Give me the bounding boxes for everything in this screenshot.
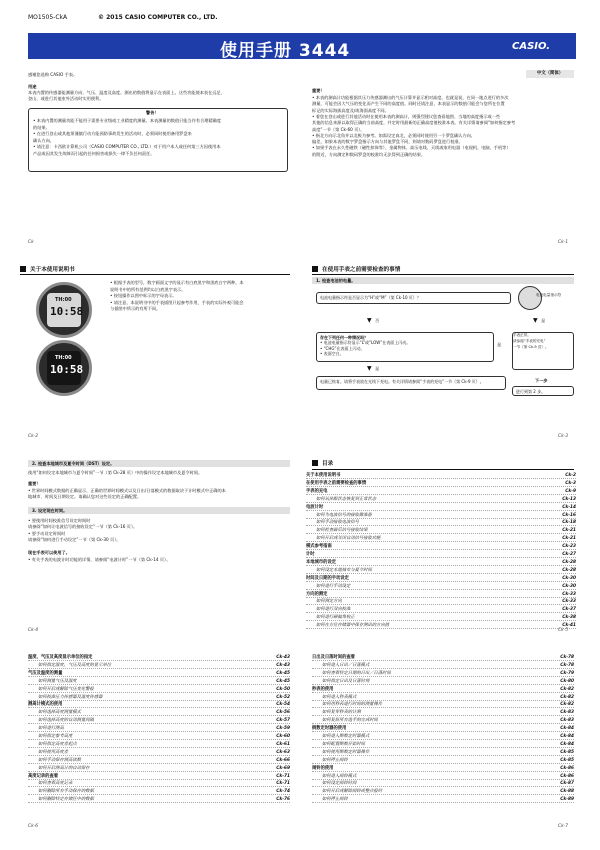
toc-page: Ck-89 (560, 797, 574, 803)
toc-label: 如何停止闹铃 (322, 797, 348, 803)
toc-row[interactable] (28, 678, 290, 685)
divider (312, 274, 574, 275)
ready-text: • 有关手表的电波计时功能的详情，请参阅“电波计时”一节（第 Ck-14 页）。 (28, 557, 171, 562)
text-line: 请参阅“如何让电波信号的接收设定”一节（第 Ck-16 页）。 (28, 524, 138, 530)
toc-label: 测高计模式的使用 (28, 702, 63, 708)
toc-row[interactable] (28, 773, 290, 780)
toc-page: Ck-54 (276, 702, 290, 708)
toc-page: Ck-84 (560, 734, 574, 739)
toc-page: Ck-45 (276, 678, 290, 684)
toc-page: Ck-57 (276, 718, 290, 724)
toc-label: 手表的充电 (306, 488, 328, 494)
battery-indicator-label: 电池电量指示符 (536, 293, 562, 297)
watch-time: 10:58 (50, 363, 84, 376)
toc-row[interactable] (312, 654, 574, 661)
toc-page: Ck-69 (276, 765, 290, 771)
toc-page: Ck-71 (276, 773, 290, 779)
toc-label: 如何停止闹铃 (322, 757, 348, 763)
toc-row[interactable] (306, 622, 576, 629)
toc-row[interactable] (306, 472, 576, 479)
toc-label: 温度、气压及高度显示单位的指定 (28, 655, 93, 660)
toc-row[interactable] (306, 535, 576, 542)
toc-label: 如何进入日出／日落模式 (322, 662, 370, 668)
page-number: Ck-2 (28, 434, 38, 439)
toc-page: Ck-82 (560, 702, 574, 708)
toc-label: 气压及温度的测量 (28, 670, 63, 676)
check-step-2: 2. 检查本地城市及夏令时间（DST）设定。 (28, 460, 290, 467)
toc-label: 模式参考指南 (306, 544, 332, 550)
text-line: • 要使用时间校准信号设定时间时 (28, 518, 91, 523)
toc-label: 如何指定高度差起点 (38, 741, 77, 747)
toc-row[interactable] (312, 662, 574, 669)
toc-row[interactable] (28, 654, 290, 661)
toc-label: 高度记录的查看 (28, 773, 59, 779)
check2-important-title: 重要！ (28, 481, 41, 486)
toc-page: Ck-74 (276, 789, 290, 795)
text-line: • 根据手表的型号，数字画面文字的显示有白底黑字和黑底白字两种。本 (110, 280, 244, 285)
toc-page: Ck-37 (562, 607, 576, 613)
toc-row[interactable] (306, 512, 576, 519)
section-marker (20, 266, 26, 272)
toc-row[interactable] (28, 741, 290, 748)
check-title (312, 265, 400, 273)
use-title: 用途 (28, 84, 37, 89)
toc-label: 时间及日期的手动设定 (306, 575, 349, 581)
toc-label: 如何使用倒数定时器操作 (322, 749, 370, 755)
text-line: 其他的信息来源以取得正确的当前高度，并定时用最新的正确高度值校准本表。有关详情请参阅“如何指定参考 (312, 120, 516, 126)
toc-page: Ck-28 (562, 559, 576, 565)
toc-page: Ck-82 (560, 686, 574, 692)
toc-page: Ck-85 (560, 749, 574, 755)
toc-row[interactable] (306, 559, 576, 566)
toc-row[interactable] (312, 686, 574, 693)
copyright: © 2015 CASIO COMPUTER CO., LTD. (98, 14, 218, 21)
toc-page: Ck-63 (276, 749, 290, 755)
toc-row[interactable] (306, 614, 576, 621)
section-marker (312, 460, 318, 466)
toc-row[interactable] (28, 709, 290, 716)
toc-row[interactable] (306, 551, 576, 558)
toc-page: Ck-30 (562, 575, 576, 581)
flow-recovered: 电量已恢复。请将手表放在光线下充电。有关详情请参阅“手表的充电”一节（第 Ck-9 页）。 (316, 376, 506, 390)
text-line: • 如果手表在永久性磁铁（磁性扣饰等）、金属物体、高压电线、天线或家用电器（电视机、电脑、手机等） (312, 145, 511, 151)
toc-label: 如何查看高度记录 (38, 781, 73, 787)
toc-page: Ck-21 (562, 536, 576, 542)
toc-row[interactable] (312, 678, 574, 685)
toc-page: Ck-43 (276, 662, 290, 668)
section-marker (312, 266, 318, 272)
arrow-down-icon: ▼ (367, 365, 372, 372)
watch-illustration-light (36, 282, 92, 338)
toc-row[interactable] (28, 670, 290, 677)
toc-label: 电波计时 (306, 504, 324, 510)
toc-label: 如何在方位存储器中保存测出的方向值 (316, 623, 390, 629)
text-line: 的结果。 (33, 124, 50, 130)
toc-label: 如何开启测高计的自动保存 (38, 765, 90, 771)
toc-row[interactable] (306, 543, 576, 550)
toc-label: 如何配置倒数开始时间 (322, 741, 365, 747)
page-number: Ck-3 (558, 434, 568, 439)
toc-page: Ck-23 (562, 544, 576, 550)
toc-page: Ck-52 (276, 694, 290, 700)
toc-page: Ck-88 (560, 789, 574, 795)
toc-row[interactable] (312, 765, 574, 772)
toc-label: 闹铃的使用 (312, 765, 334, 771)
text-line: 与插图中所示的有所不同。 (110, 306, 161, 311)
check-step-1: 1. 检查电池的电量。 (312, 277, 574, 284)
toc-label: 如何进入秒表模式 (322, 694, 357, 700)
text-line: 测量，可能会因大气压的变化而产生不同的高度值。同时还请注意，本表显示的数值可能会与您所在位置 (312, 101, 505, 107)
text-line: • “CHG”在表面上闪动。 (320, 345, 365, 351)
toc-row[interactable] (306, 591, 576, 598)
text-line: • 指北方向示北角并以北极为参考。如需设定真北，必须同时使用另一个罗盘确认方向。 (312, 132, 475, 138)
toc-row[interactable] (306, 488, 576, 495)
toc-page: Ck-84 (560, 726, 574, 732)
toc-page: Ck-3 (565, 480, 576, 486)
toc-page: Ck-41 (562, 623, 576, 629)
toc-row[interactable] (312, 773, 574, 780)
toc-row[interactable] (312, 670, 574, 677)
divider (20, 274, 290, 275)
toc-page: Ck-30 (562, 583, 576, 589)
text-line: • 请注意：卡西欧计算机公司（CASIO COMPUTER CO., LTD.）对于用户本人或任何第三方因使用本 (33, 144, 221, 149)
text-line: • 请注意，本说明书中的手表插图只起参考作用，手表的实际外观可能会 (110, 299, 244, 305)
flow-yes-label: 是 (375, 366, 380, 371)
flow-question-2-title: 存在下列任何一种情况吗？ (320, 335, 368, 340)
toc-row[interactable] (28, 780, 290, 787)
text-line: • 按钮操作以图中标示的字母表示。 (110, 293, 177, 298)
text-line: • 表面空白。 (320, 351, 344, 357)
page-number: Ck-7 (558, 824, 568, 829)
toc-label: 如何进入闹铃模式 (322, 773, 357, 779)
toc-row[interactable] (312, 717, 574, 724)
flow-yes-label: 是 (497, 342, 502, 347)
toc-row[interactable] (28, 757, 290, 764)
text-line: • 本表内置的测量功能不能用于需要专业级或工业精度的测量。本表测量的数值只能当作有合理精确度 (33, 118, 222, 123)
flow-ok-box (512, 332, 574, 370)
toc-label: 关于本使用说明书 (306, 473, 341, 478)
toc-label: 倒数定时器的使用 (312, 726, 347, 732)
text-line: 请参阅“手表的充电” (513, 339, 546, 343)
toc-row[interactable] (306, 519, 576, 526)
toc-page: Ck-59 (276, 726, 290, 732)
text-line: 手表正常。 (513, 333, 531, 337)
next-step-box: 进行到第 2 步。 (512, 386, 574, 396)
text-line: • 着您在登山或进行其他活动时在使用本表的测高计，则强烈建议您查看地图、当地的高度指示或一些 (312, 113, 501, 119)
text-line: • 电池电量指示符显示“L”或“LOW”在表面上闪动。 (320, 340, 411, 346)
toc-row[interactable] (312, 757, 574, 764)
toc-label: 如何选择高度测量模式 (38, 710, 81, 716)
toc-row[interactable] (312, 701, 574, 708)
toc-page: Ck-33 (562, 591, 576, 597)
battery-indicator-icon (518, 286, 542, 310)
toc-page: Ck-56 (276, 710, 290, 716)
toc-page: Ck-84 (560, 741, 574, 747)
text-line: 登山、或进行其他室外活动时实用便利。 (28, 96, 104, 101)
toc-page: Ck-78 (560, 662, 574, 668)
flow-yes-label: 是 (541, 318, 546, 323)
about-title (20, 265, 75, 273)
toc-row[interactable] (312, 796, 574, 803)
toc-label: 如何开启或解除闹铃或整点报时 (322, 789, 383, 795)
toc-label: 如何手动接收电波信号 (316, 520, 359, 526)
flow-no-label: 否 (375, 318, 380, 323)
warning-title: 警告！ (146, 110, 159, 115)
toc-page: Ck-16 (562, 512, 576, 518)
flow-question-1: 电池电量指示符是否显示为“H”或“M”（第 Ck-10 页）？ (316, 292, 511, 304)
arrow-down-icon: ▼ (367, 317, 372, 324)
toc-row[interactable] (312, 733, 574, 740)
toc-title-text: 目录 (322, 461, 334, 467)
divider (312, 469, 574, 470)
toc-label: 如何开启或解除气压变化警报 (38, 686, 94, 692)
toc-row[interactable] (312, 709, 574, 716)
toc-label: 本地城市的设定 (306, 559, 337, 565)
toc-page: Ck-18 (562, 520, 576, 526)
manual-title: 使用手册 3444 (220, 41, 351, 61)
toc-label: 如何使用高度差 (38, 749, 69, 755)
toc-row[interactable] (306, 527, 576, 534)
toc-row[interactable] (28, 686, 290, 693)
toc-row[interactable] (28, 796, 290, 803)
toc-row[interactable] (306, 583, 576, 590)
toc-row[interactable] (28, 765, 290, 772)
toc-row[interactable] (306, 504, 576, 511)
toc-page: Ck-76 (276, 797, 290, 803)
text-line: 的附近，方向测定和数码罗盘的校准均无法得到正确的结果。 (312, 151, 426, 157)
toc-page: Ck-66 (276, 757, 290, 763)
toc-label: 如何从休眠状态恢复到正常状态 (316, 496, 377, 502)
brand-logo: CASIO. (512, 41, 551, 52)
toc-label: 如何选择高度的自动测量间隔 (38, 718, 94, 724)
flow-question-2 (316, 332, 494, 362)
toc-row[interactable] (312, 788, 574, 795)
toc-label: 如何指定日出及日落时刻 (322, 678, 370, 684)
toc-label: 如何测量气压及温度 (38, 678, 77, 684)
toc-row[interactable] (306, 575, 576, 582)
toc-page: Ck-61 (276, 741, 290, 747)
toc-page: Ck-86 (560, 765, 574, 771)
flow-question-2-lines (320, 340, 490, 356)
toc-row[interactable] (312, 749, 574, 756)
toc-row[interactable] (306, 480, 576, 487)
toc-page: Ck-9 (565, 488, 576, 494)
check-step-3: 3. 设定现在时间。 (28, 507, 290, 514)
toc-page: Ck-45 (276, 670, 290, 676)
text-line: 一节（第 Ck-9 页）。 (513, 345, 549, 349)
toc-label: 如何测定方向 (316, 599, 342, 605)
toc-row[interactable] (312, 780, 574, 787)
toc-title (312, 459, 333, 467)
toc-label: 如何开启或关闭自动信号接收功能 (316, 536, 381, 542)
toc-row[interactable] (28, 749, 290, 756)
toc-page: Ck-85 (560, 757, 574, 763)
toc-row[interactable] (28, 717, 290, 724)
page-number: Ck-6 (28, 824, 38, 829)
toc-row[interactable] (306, 606, 576, 613)
toc-label: 秒表的使用 (312, 686, 334, 692)
check-step-2-text: 使用“如何设定本地城市与夏令时间”一节（第 Ck-28 页）中的操作设定本地城市及夏令时间。 (28, 470, 203, 475)
toc-label: 如何进行手动设定 (316, 583, 351, 589)
page-number: Ck-1 (558, 240, 568, 245)
text-line: 高度”一节（第 Ck-60 页）。 (312, 126, 365, 132)
language-tab: 中文（简体） (526, 70, 574, 78)
toc-row[interactable] (312, 694, 574, 701)
text-line: 标记的实际海拔高度及/或海面高度不同。 (312, 107, 389, 113)
toc-label: 如何进行磁偏角校正 (316, 615, 355, 621)
toc-label: 如何指定参考高度 (38, 734, 73, 739)
toc-row[interactable] (306, 598, 576, 605)
toc-page: Ck-33 (562, 599, 576, 605)
toc-page: Ck-13 (562, 496, 576, 502)
text-line: 说明书中的所有范例均以白底黑字表示。 (110, 286, 186, 292)
page-number: Ck-4 (28, 628, 38, 633)
toc-row[interactable] (312, 725, 574, 732)
about-title-text: 关于本使用说明书 (30, 267, 75, 273)
toc-row[interactable] (312, 741, 574, 748)
intro-thanks: 感谢您选购 CASIO 手表。 (28, 72, 78, 77)
watch-time: 10:58 (50, 305, 84, 318)
ready-title: 现在手表可以使用了。 (28, 550, 70, 555)
toc-label: 如何进入倒数定时器模式 (322, 734, 370, 739)
page-number: Ck-5 (558, 628, 568, 633)
toc-page: Ck-27 (562, 552, 576, 557)
toc-page: Ck-80 (560, 678, 574, 684)
toc-row[interactable] (306, 567, 576, 574)
toc-page: Ck-87 (560, 781, 574, 787)
arrow-down-icon: ▼ (533, 317, 538, 324)
toc-page: Ck-83 (560, 710, 574, 716)
toc-row[interactable] (28, 788, 290, 795)
toc-label: 如何删除所有手动保存的数据 (38, 789, 94, 795)
toc-label: 如何设定本地城市与夏令时间 (316, 567, 372, 573)
toc-label: 如何复零秒表的计测 (322, 710, 361, 716)
toc-page: Ck-82 (560, 694, 574, 700)
toc-label: 日出及日落时间的查看 (312, 655, 355, 660)
toc-page: Ck-28 (562, 567, 576, 573)
next-step-label: 下一步 (535, 378, 548, 383)
toc-label: 如何查看特定日期的日出／日落时间 (322, 670, 391, 676)
toc-label: 方向的测定 (306, 591, 328, 597)
toc-row[interactable] (28, 733, 290, 740)
toc-row[interactable] (306, 496, 576, 503)
toc-page: Ck-50 (276, 686, 290, 692)
toc-page: Ck-71 (276, 781, 290, 787)
toc-label: 如何设定闹铃时间 (322, 781, 357, 787)
watch-city: TH:00 (55, 355, 72, 361)
important-title: 重要！ (312, 88, 325, 93)
text-line: 产品或因其发生故障而引起的任何损害或损失一律不负任何责任。 (33, 150, 155, 156)
toc-label: 如何指定温度、气压及高度的显示单位 (38, 662, 112, 668)
toc-page: Ck-79 (560, 670, 574, 676)
toc-label: 计时 (306, 552, 315, 557)
toc-label: 如何进行双向校准 (316, 607, 351, 613)
text-line: • 在进行登山或其他须谨慎行动方能预防事故发生的活动时，必须同时使用备用罗盘来 (33, 131, 192, 136)
toc-page: Ck-14 (562, 504, 576, 510)
toc-page: Ck-83 (560, 718, 574, 724)
toc-page: Ck-43 (276, 655, 290, 660)
toc-row[interactable] (28, 701, 290, 708)
toc-row[interactable] (28, 694, 290, 701)
text-line: • 世界时间模式数据的正确显示，正确的世界时间模式以及日出/日落模式的数据取决于计时模式中正确的本 (28, 488, 226, 493)
text-line: 本表内置的传感器能测量方向、气压、温度及高度。测出的数值将显示在表面上。这些功能使本表在远足、 (28, 90, 225, 95)
toc-label: 如何校准压力传感器及温度传感器 (38, 694, 103, 700)
text-line: 确认方向。 (33, 137, 54, 143)
check-title-text: 在使用手表之前需要检查的事情 (322, 267, 401, 273)
watch-illustration-dark (36, 340, 92, 396)
watch-city: TH:00 (55, 297, 72, 303)
doc-code: MO1505-CkA (28, 14, 68, 21)
text-line: 地城市、时间及日期设定。请确认您对这些设定的正确配置。 (28, 494, 142, 499)
toc-label: 如何删除特定存储区中的数据 (38, 797, 94, 803)
toc-page: Ck-38 (562, 615, 576, 621)
toc-row[interactable] (28, 662, 290, 669)
toc-label: 如何用秒表进行时间的测量操作 (322, 702, 383, 708)
toc-page: Ck-2 (565, 473, 576, 478)
toc-page: Ck-21 (562, 528, 576, 534)
text-line: • 本表的测高计功能根据其压力传感器测出的气压计算并显示相对高度。也就是说，在同一地点进行的多次 (312, 95, 509, 100)
toc-page: Ck-60 (276, 734, 290, 739)
text-line: 偏差，如果本表的数字罗盘指示方向与其他罗盘不同，则请对数码罗盘进行校准。 (312, 139, 463, 145)
text-line: • 要手动设定时间时 (28, 530, 66, 536)
toc-page: Ck-86 (560, 773, 574, 779)
toc-label: 如何进行测高 (38, 726, 64, 732)
toc-label: 在使用手表之前需要检查的事情 (306, 480, 367, 486)
toc-row[interactable] (28, 725, 290, 732)
toc-label: 如何手动保存测高读数 (38, 757, 81, 763)
toc-page: Ck-78 (560, 655, 574, 660)
text-line: 请参阅“如何进行手动设定”一节（第 Ck-30 页）。 (28, 536, 121, 542)
toc-label: 如何复原所有选手的完成时间 (322, 718, 378, 724)
toc-label: 如何为电波信号的接收做准备 (316, 512, 372, 518)
toc-label: 如何检查最后信号接收结果 (316, 528, 368, 534)
page-number: Ck (28, 240, 34, 245)
